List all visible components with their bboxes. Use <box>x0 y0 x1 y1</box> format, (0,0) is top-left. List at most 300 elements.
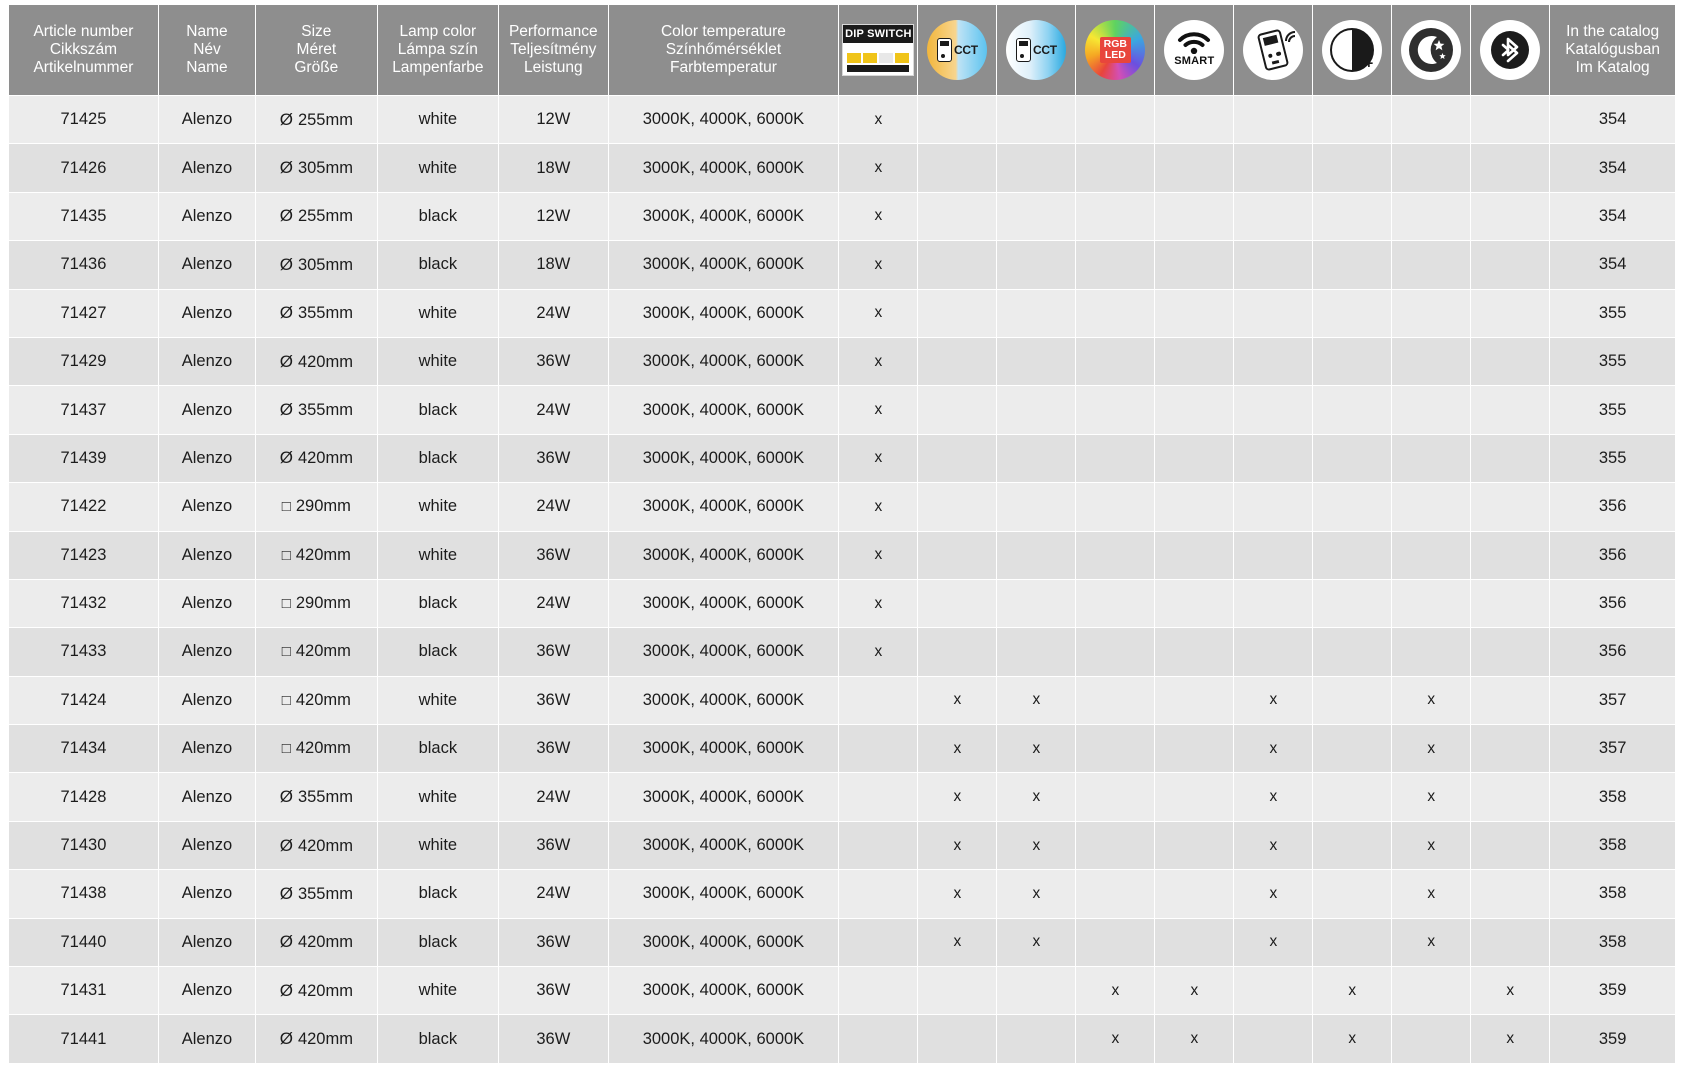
cell-feature-bluetooth <box>1471 579 1550 627</box>
cell-feature-cct-warm <box>918 531 997 579</box>
smart-wifi-icon <box>1164 20 1224 80</box>
cell-performance: 36W <box>499 628 608 676</box>
cell-feature-bluetooth <box>1471 289 1550 337</box>
cell-feature-night <box>1392 337 1471 385</box>
cell-feature-dipswitch <box>839 773 918 821</box>
diameter-shape-icon: Ø <box>279 400 293 420</box>
cell-size <box>256 192 378 240</box>
table-row <box>9 241 1676 289</box>
cell-feature-rgb <box>1076 96 1155 144</box>
cell-size <box>256 628 378 676</box>
cell-name: Alenzo <box>158 434 255 482</box>
cell-feature-smart <box>1155 144 1234 192</box>
cell-feature-cct-warm: x <box>918 725 997 773</box>
cell-name: Alenzo <box>158 918 255 966</box>
cell-feature-night <box>1392 1015 1471 1063</box>
cell-feature-smart <box>1155 483 1234 531</box>
cell-feature-cct-cool <box>997 144 1076 192</box>
cell-size-value: 290mm <box>295 497 351 516</box>
cell-size-value: 255mm <box>297 110 353 129</box>
cct-label: CCT <box>953 42 978 57</box>
header-line-de: Leistung <box>524 59 583 77</box>
cell-feature-remote: x <box>1234 821 1313 869</box>
cell-size-value: 420mm <box>297 836 353 855</box>
cell-performance: 24W <box>499 386 608 434</box>
cell-feature-dimming <box>1313 676 1392 724</box>
cell-feature-dipswitch <box>839 821 918 869</box>
cell-feature-bluetooth <box>1471 192 1550 240</box>
cell-feature-rgb <box>1076 241 1155 289</box>
remote-mini-icon <box>1016 38 1031 62</box>
cell-catalog-page: 357 <box>1550 676 1676 724</box>
cell-feature-remote <box>1234 579 1313 627</box>
cell-size-value: 420mm <box>295 545 351 564</box>
cell-size <box>256 337 378 385</box>
header-line-de: Farbtemperatur <box>670 59 777 77</box>
cell-feature-cct-warm <box>918 192 997 240</box>
cell-performance: 24W <box>499 870 608 918</box>
cell-name: Alenzo <box>158 289 255 337</box>
header-line-hu: Méret <box>296 40 337 58</box>
diameter-shape-icon: Ø <box>279 448 293 468</box>
cell-size-value: 420mm <box>297 1030 353 1049</box>
cell-feature-dipswitch: x <box>839 289 918 337</box>
cell-feature-cct-cool <box>997 628 1076 676</box>
cell-feature-rgb <box>1076 821 1155 869</box>
cell-lamp-color: white <box>377 289 499 337</box>
column-header-remote-control <box>1234 5 1313 96</box>
cell-lamp-color: white <box>377 967 499 1015</box>
table-row <box>9 483 1676 531</box>
cell-feature-cct-warm: x <box>918 821 997 869</box>
cell-name: Alenzo <box>158 821 255 869</box>
diameter-shape-icon: Ø <box>279 1029 293 1049</box>
cell-feature-dimming <box>1313 725 1392 773</box>
cell-name: Alenzo <box>158 386 255 434</box>
cell-feature-dipswitch <box>839 1015 918 1063</box>
cell-feature-cct-warm: x <box>918 918 997 966</box>
header-line-de: Name <box>186 59 228 77</box>
cell-article-number: 71422 <box>9 483 159 531</box>
cell-name: Alenzo <box>158 967 255 1015</box>
cell-feature-smart <box>1155 386 1234 434</box>
cell-feature-smart <box>1155 192 1234 240</box>
cell-size <box>256 967 378 1015</box>
cell-size <box>256 676 378 724</box>
cell-article-number: 71425 <box>9 96 159 144</box>
cell-lamp-color: black <box>377 241 499 289</box>
cell-feature-dimming: x <box>1313 1015 1392 1063</box>
cell-feature-dipswitch: x <box>839 96 918 144</box>
cell-size-value: 305mm <box>297 159 353 178</box>
table-row <box>9 144 1676 192</box>
diameter-shape-icon: Ø <box>279 932 293 952</box>
cell-size <box>256 725 378 773</box>
cell-size <box>256 870 378 918</box>
cell-feature-dipswitch <box>839 676 918 724</box>
cell-size <box>256 386 378 434</box>
cell-feature-cct-cool <box>997 289 1076 337</box>
cell-performance: 24W <box>499 483 608 531</box>
cell-feature-bluetooth <box>1471 725 1550 773</box>
diameter-shape-icon: Ø <box>279 351 293 371</box>
cell-feature-remote <box>1234 483 1313 531</box>
cell-performance: 36W <box>499 1015 608 1063</box>
cell-feature-dimming <box>1313 337 1392 385</box>
cell-feature-remote <box>1234 1015 1313 1063</box>
cell-feature-remote <box>1234 628 1313 676</box>
table-row <box>9 434 1676 482</box>
cell-name: Alenzo <box>158 144 255 192</box>
cell-feature-dipswitch <box>839 918 918 966</box>
header-line-en: Article number <box>33 22 134 40</box>
cell-color-temperature: 3000K, 4000K, 6000K <box>608 870 839 918</box>
cell-lamp-color: white <box>377 96 499 144</box>
cell-feature-remote <box>1234 144 1313 192</box>
cell-article-number: 71432 <box>9 579 159 627</box>
cell-feature-night <box>1392 531 1471 579</box>
cell-feature-cct-cool <box>997 1015 1076 1063</box>
cell-feature-bluetooth <box>1471 434 1550 482</box>
cell-performance: 36W <box>499 337 608 385</box>
cell-lamp-color: white <box>377 821 499 869</box>
column-header-color-temperature <box>608 5 839 96</box>
cell-feature-dipswitch: x <box>839 337 918 385</box>
diameter-shape-icon: Ø <box>279 303 293 323</box>
column-header-article-number <box>9 5 159 96</box>
cell-size <box>256 483 378 531</box>
cell-feature-night <box>1392 628 1471 676</box>
cell-feature-bluetooth <box>1471 773 1550 821</box>
cell-feature-cct-cool <box>997 337 1076 385</box>
cell-catalog-page: 358 <box>1550 773 1676 821</box>
cell-feature-smart: x <box>1155 967 1234 1015</box>
column-header-catalog <box>1550 5 1676 96</box>
cell-color-temperature: 3000K, 4000K, 6000K <box>608 531 839 579</box>
cell-size-value: 420mm <box>297 352 353 371</box>
cell-feature-smart <box>1155 579 1234 627</box>
cell-feature-remote <box>1234 96 1313 144</box>
table-row <box>9 628 1676 676</box>
cell-performance: 36W <box>499 531 608 579</box>
diameter-shape-icon: Ø <box>279 206 293 226</box>
cell-catalog-page: 355 <box>1550 434 1676 482</box>
cell-name: Alenzo <box>158 241 255 289</box>
cell-feature-rgb <box>1076 434 1155 482</box>
table-row <box>9 531 1676 579</box>
cell-lamp-color: black <box>377 386 499 434</box>
cell-article-number: 71429 <box>9 337 159 385</box>
cell-feature-cct-warm <box>918 434 997 482</box>
cell-size-value: 305mm <box>297 255 353 274</box>
column-header-rgb-led <box>1076 5 1155 96</box>
cell-feature-rgb <box>1076 144 1155 192</box>
column-header-performance <box>499 5 608 96</box>
cell-feature-smart <box>1155 96 1234 144</box>
table-body <box>9 96 1676 1064</box>
cell-catalog-page: 358 <box>1550 918 1676 966</box>
cell-feature-bluetooth <box>1471 870 1550 918</box>
cell-catalog-page: 355 <box>1550 337 1676 385</box>
cell-feature-smart <box>1155 434 1234 482</box>
cell-feature-cct-warm <box>918 96 997 144</box>
cell-feature-cct-warm <box>918 579 997 627</box>
cell-feature-dimming <box>1313 918 1392 966</box>
cell-feature-bluetooth: x <box>1471 1015 1550 1063</box>
cell-color-temperature: 3000K, 4000K, 6000K <box>608 1015 839 1063</box>
cell-size-value: 355mm <box>297 788 353 807</box>
table-row <box>9 676 1676 724</box>
table-row <box>9 337 1676 385</box>
cell-feature-dipswitch: x <box>839 241 918 289</box>
dip-switch-label: DIP SWITCH <box>843 25 913 43</box>
cell-article-number: 71435 <box>9 192 159 240</box>
cell-feature-rgb <box>1076 918 1155 966</box>
cell-size <box>256 96 378 144</box>
diameter-shape-icon: Ø <box>279 980 293 1000</box>
cell-feature-dimming <box>1313 579 1392 627</box>
cell-feature-night <box>1392 289 1471 337</box>
cell-feature-smart <box>1155 870 1234 918</box>
cell-color-temperature: 3000K, 4000K, 6000K <box>608 483 839 531</box>
cell-feature-night <box>1392 967 1471 1015</box>
cell-feature-cct-warm <box>918 144 997 192</box>
cell-color-temperature: 3000K, 4000K, 6000K <box>608 725 839 773</box>
header-line-en: Name <box>186 22 228 40</box>
column-header-cct-cool <box>997 5 1076 96</box>
diameter-shape-icon: Ø <box>279 883 293 903</box>
cell-feature-dipswitch: x <box>839 434 918 482</box>
cell-name: Alenzo <box>158 676 255 724</box>
cell-color-temperature: 3000K, 4000K, 6000K <box>608 289 839 337</box>
cell-size <box>256 289 378 337</box>
cell-catalog-page: 354 <box>1550 144 1676 192</box>
cell-feature-cct-warm <box>918 483 997 531</box>
cell-article-number: 71427 <box>9 289 159 337</box>
rgb-led-icon <box>1085 20 1145 80</box>
table-row <box>9 870 1676 918</box>
cell-color-temperature: 3000K, 4000K, 6000K <box>608 967 839 1015</box>
cell-catalog-page: 356 <box>1550 628 1676 676</box>
cell-size <box>256 531 378 579</box>
cell-article-number: 71424 <box>9 676 159 724</box>
cell-lamp-color: black <box>377 579 499 627</box>
cell-article-number: 71437 <box>9 386 159 434</box>
column-header-lamp-color <box>377 5 499 96</box>
header-line-en: In the catalog <box>1566 22 1660 40</box>
cell-catalog-page: 354 <box>1550 192 1676 240</box>
cell-size-value: 290mm <box>295 594 351 613</box>
cell-name: Alenzo <box>158 870 255 918</box>
cell-feature-cct-warm <box>918 337 997 385</box>
cell-feature-smart <box>1155 531 1234 579</box>
cell-feature-remote <box>1234 967 1313 1015</box>
cell-feature-smart <box>1155 241 1234 289</box>
cell-article-number: 71438 <box>9 870 159 918</box>
square-shape-icon: □ <box>281 740 291 758</box>
cell-performance: 18W <box>499 144 608 192</box>
cell-feature-remote: x <box>1234 773 1313 821</box>
cell-feature-bluetooth <box>1471 386 1550 434</box>
cell-article-number: 71440 <box>9 918 159 966</box>
cell-color-temperature: 3000K, 4000K, 6000K <box>608 337 839 385</box>
cell-performance: 36W <box>499 918 608 966</box>
cell-feature-bluetooth <box>1471 241 1550 289</box>
cell-article-number: 71434 <box>9 725 159 773</box>
cell-size-value: 355mm <box>297 401 353 420</box>
cell-feature-dimming <box>1313 144 1392 192</box>
cell-feature-cct-cool <box>997 483 1076 531</box>
cell-catalog-page: 354 <box>1550 96 1676 144</box>
cell-feature-dipswitch <box>839 725 918 773</box>
cell-feature-cct-warm: x <box>918 773 997 821</box>
cell-size-value: 420mm <box>297 933 353 952</box>
column-header-size <box>256 5 378 96</box>
cell-size-value: 420mm <box>297 981 353 1000</box>
cell-article-number: 71423 <box>9 531 159 579</box>
table-row <box>9 289 1676 337</box>
square-shape-icon: □ <box>281 546 291 564</box>
cell-size <box>256 773 378 821</box>
cell-feature-night: x <box>1392 918 1471 966</box>
cell-feature-night: x <box>1392 725 1471 773</box>
cell-feature-cct-cool: x <box>997 918 1076 966</box>
bluetooth-icon <box>1480 20 1540 80</box>
cell-feature-bluetooth <box>1471 483 1550 531</box>
cell-performance: 12W <box>499 192 608 240</box>
cell-size <box>256 241 378 289</box>
cell-feature-smart <box>1155 725 1234 773</box>
cell-feature-remote <box>1234 434 1313 482</box>
cell-feature-dipswitch: x <box>839 192 918 240</box>
cell-feature-rgb: x <box>1076 967 1155 1015</box>
cell-feature-night: x <box>1392 773 1471 821</box>
cell-feature-bluetooth <box>1471 918 1550 966</box>
cell-feature-dipswitch: x <box>839 579 918 627</box>
cell-feature-rgb <box>1076 386 1155 434</box>
cell-feature-dimming <box>1313 386 1392 434</box>
cell-feature-smart <box>1155 821 1234 869</box>
header-line-hu: Cikkszám <box>49 40 118 58</box>
cell-catalog-page: 355 <box>1550 386 1676 434</box>
header-line-en: Lamp color <box>399 22 477 40</box>
cell-feature-cct-cool <box>997 386 1076 434</box>
cell-feature-cct-cool: x <box>997 821 1076 869</box>
table-row <box>9 386 1676 434</box>
cell-name: Alenzo <box>158 483 255 531</box>
cell-size <box>256 821 378 869</box>
diameter-shape-icon: Ø <box>279 158 293 178</box>
cell-color-temperature: 3000K, 4000K, 6000K <box>608 628 839 676</box>
cell-article-number: 71441 <box>9 1015 159 1063</box>
header-line-en: Performance <box>508 22 598 40</box>
cell-name: Alenzo <box>158 192 255 240</box>
cell-color-temperature: 3000K, 4000K, 6000K <box>608 192 839 240</box>
cell-feature-cct-cool <box>997 579 1076 627</box>
cell-feature-cct-cool <box>997 434 1076 482</box>
dip-switch-icon <box>842 24 914 76</box>
cell-feature-remote: x <box>1234 676 1313 724</box>
cell-size <box>256 918 378 966</box>
cell-feature-dimming <box>1313 628 1392 676</box>
table-row <box>9 821 1676 869</box>
cell-lamp-color: black <box>377 628 499 676</box>
cell-feature-dipswitch: x <box>839 483 918 531</box>
cell-feature-night: x <box>1392 676 1471 724</box>
cell-feature-rgb: x <box>1076 1015 1155 1063</box>
cell-performance: 24W <box>499 579 608 627</box>
cell-name: Alenzo <box>158 1015 255 1063</box>
column-header-dip-switch <box>839 5 918 96</box>
cell-feature-rgb <box>1076 773 1155 821</box>
diameter-shape-icon: Ø <box>279 254 293 274</box>
square-shape-icon: □ <box>281 498 291 516</box>
cell-feature-cct-warm <box>918 289 997 337</box>
cct-label: CCT <box>1032 42 1057 57</box>
cell-feature-cct-warm: x <box>918 676 997 724</box>
cell-feature-cct-cool: x <box>997 870 1076 918</box>
cell-size-value: 420mm <box>295 739 351 758</box>
cell-feature-dipswitch: x <box>839 531 918 579</box>
cell-article-number: 71433 <box>9 628 159 676</box>
cell-feature-cct-cool <box>997 192 1076 240</box>
night-light-moon-icon <box>1401 20 1461 80</box>
cell-lamp-color: white <box>377 144 499 192</box>
cell-feature-remote <box>1234 192 1313 240</box>
cell-size-value: 255mm <box>297 207 353 226</box>
cell-performance: 36W <box>499 434 608 482</box>
product-spec-table <box>8 4 1676 1064</box>
cell-size <box>256 1015 378 1063</box>
cell-lamp-color: black <box>377 725 499 773</box>
header-line-de: Im Katalog <box>1575 59 1650 77</box>
half-circle-brightness-icon: + <box>1330 28 1374 72</box>
cell-feature-rgb <box>1076 725 1155 773</box>
cell-size <box>256 434 378 482</box>
cell-feature-cct-warm <box>918 241 997 289</box>
cell-catalog-page: 356 <box>1550 579 1676 627</box>
cell-feature-cct-cool <box>997 967 1076 1015</box>
cell-feature-cct-warm <box>918 967 997 1015</box>
cell-feature-cct-cool: x <box>997 676 1076 724</box>
cell-article-number: 71426 <box>9 144 159 192</box>
table-row <box>9 918 1676 966</box>
cell-feature-remote: x <box>1234 918 1313 966</box>
cell-feature-rgb <box>1076 337 1155 385</box>
cell-feature-cct-cool <box>997 96 1076 144</box>
cell-feature-bluetooth <box>1471 531 1550 579</box>
header-row <box>9 5 1676 96</box>
cell-name: Alenzo <box>158 773 255 821</box>
cell-lamp-color: black <box>377 918 499 966</box>
bluetooth-glyph-icon <box>1490 30 1530 70</box>
remote-control-icon <box>1243 20 1303 80</box>
cell-name: Alenzo <box>158 337 255 385</box>
diameter-shape-icon: Ø <box>279 835 293 855</box>
header-line-de: Lampenfarbe <box>392 59 484 77</box>
column-header-cct-warm <box>918 5 997 96</box>
cell-article-number: 71428 <box>9 773 159 821</box>
cell-feature-dimming <box>1313 192 1392 240</box>
cell-feature-cct-warm: x <box>918 870 997 918</box>
cell-performance: 36W <box>499 676 608 724</box>
cell-catalog-page: 355 <box>1550 289 1676 337</box>
cell-feature-bluetooth <box>1471 676 1550 724</box>
cell-size-value: 420mm <box>295 642 351 661</box>
cell-feature-remote <box>1234 337 1313 385</box>
cell-feature-dimming <box>1313 434 1392 482</box>
cell-feature-dimming <box>1313 289 1392 337</box>
